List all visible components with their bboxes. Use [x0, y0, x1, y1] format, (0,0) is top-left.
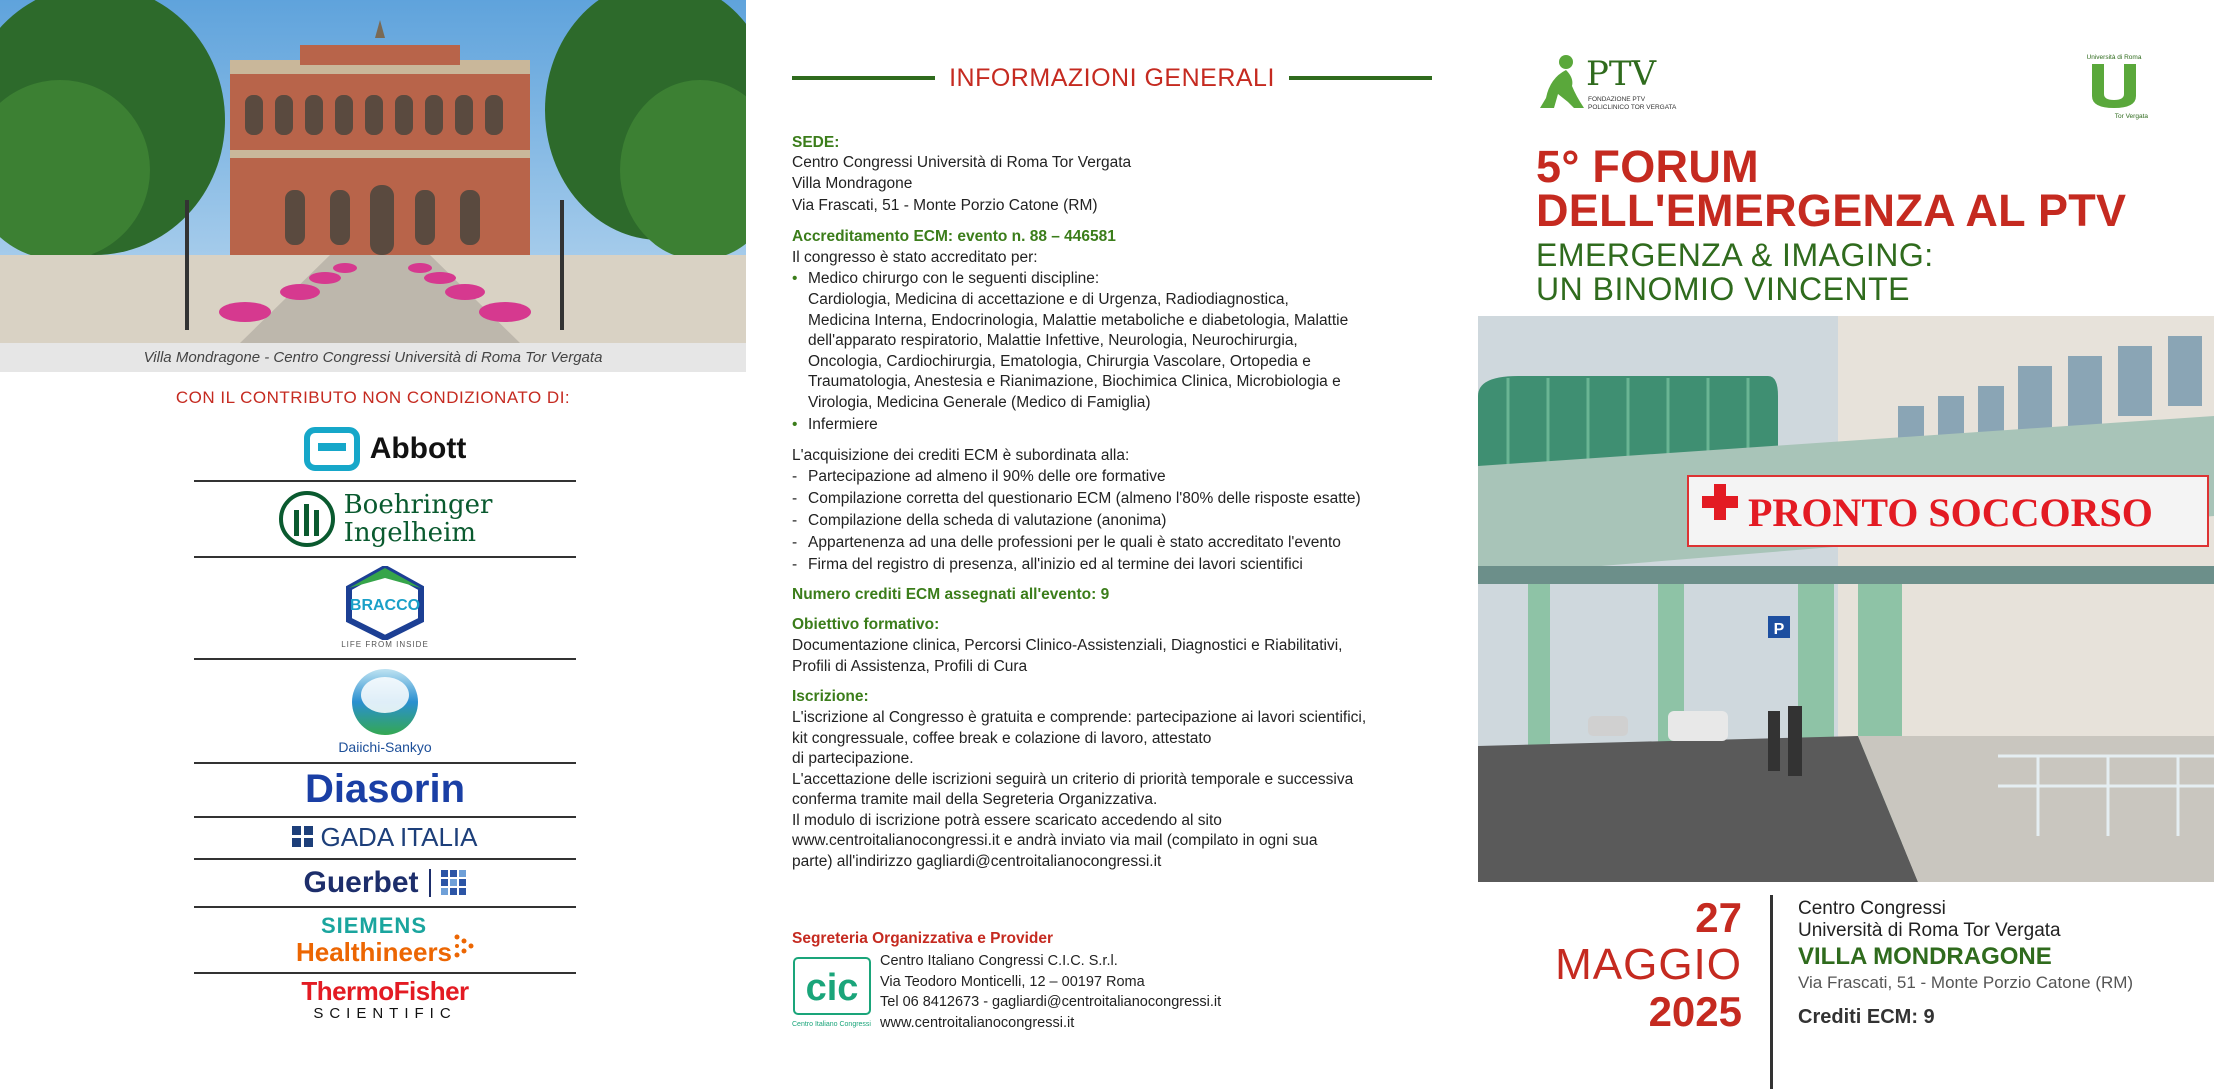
iscrizione-line: Il modulo di iscrizione potrà essere scaricato accedendo al sito [792, 811, 1222, 829]
heading-rule-left [792, 76, 935, 80]
sponsor-boehringer [194, 486, 576, 552]
condition-item: - Partecipazione ad almeno il 90% delle ore formative [792, 468, 1166, 485]
iscrizione-line: conferma tramite mail della Segreteria Organizzativa. [792, 791, 1158, 808]
condition-item: - Appartenenza ad una delle professioni per le quali è stato accreditato l'evento [792, 534, 1341, 551]
condition-text: Appartenenza ad una delle professioni per le quali è stato accreditato l'evento [808, 534, 1341, 551]
university-shield-icon [2086, 62, 2142, 110]
sponsor-divider [194, 816, 576, 818]
condition-item: - Compilazione della scheda di valutazione (anonima) [792, 512, 1167, 529]
acq-intro: L'acquisizione dei crediti ECM è subordinata alla: [792, 447, 1130, 464]
condition-text: Partecipazione ad almeno il 90% delle ore formative [808, 468, 1166, 485]
sponsor-divider [194, 556, 576, 558]
venue-line-1: Centro Congressi [1798, 898, 1946, 919]
bullet-infermiere [792, 415, 878, 436]
sede-line: Via Frascati, 51 - Monte Porzio Catone (RM) [792, 197, 1098, 214]
segreteria-line: Via Teodoro Monticelli, 12 – 00197 Roma [880, 973, 1145, 990]
sede-line: Centro Congressi Università di Roma Tor Vergata [792, 154, 1132, 171]
sede-line: Villa Mondragone [792, 174, 913, 192]
abbott-name: Abbott [369, 432, 467, 465]
segreteria-label: Segreteria Organizzativa e Provider [792, 930, 1054, 947]
bracco-logo-icon [345, 566, 425, 640]
bullet-infermiere-text: Infermiere [808, 416, 878, 433]
iscrizione-line: kit congressuale, coffee break e colazione di lavoro, attestato [792, 729, 1212, 747]
sede-block [792, 153, 1442, 217]
forum-subtitle-line-2: UN BINOMIO VINCENTE [1536, 271, 1910, 307]
discipline-line: Oncologia, Cardiochirurgia, Ematologia, Chirurgia Vascolare, Ortopedia e [808, 352, 1311, 370]
pronto-soccorso-photo [1478, 316, 2214, 882]
sede-label: SEDE: [792, 134, 840, 151]
sponsor-divider [194, 762, 576, 764]
sponsor-divider [194, 480, 576, 482]
iscrizione-block [792, 708, 1442, 872]
date-day: 27 [1695, 894, 1742, 941]
bullet-medico [792, 269, 1099, 290]
boehringer-name-2: Ingelheim [343, 518, 477, 548]
condition-text: Compilazione della scheda di valutazione (anonima) [808, 512, 1167, 529]
ecm-intro: Il congresso è stato accreditato per: [792, 249, 1038, 266]
guerbet-separator [429, 869, 431, 897]
bullet-medico-text: Medico chirurgo con le seguenti discipline: [808, 270, 1100, 287]
sponsor-heading: CON IL CONTRIBUTO NON CONDIZIONATO DI: [175, 388, 571, 407]
svg-text:cic: cic [805, 967, 859, 1009]
venue-block [1798, 898, 2218, 1029]
villa-illustration [0, 0, 746, 343]
segreteria-line: Centro Italiano Congressi C.I.C. S.r.l. [880, 953, 1118, 969]
forum-subtitle [1536, 238, 1934, 306]
discipline-line: dell'apparato respiratorio, Malattie Infettive, Neurologia, Neurochirurgia, [808, 332, 1298, 349]
ptv-figure-icon [1536, 52, 1588, 114]
sponsor-daiichi-sankyo [194, 666, 576, 756]
forum-title-line-2: DELL'EMERGENZA AL PTV [1536, 185, 2127, 236]
university-bottom-text: Tor Vergata [2114, 113, 2148, 120]
cic-logo-icon [792, 956, 872, 1016]
gada-name: GADA ITALIA [320, 821, 478, 852]
ptv-logo-text: PTV [1586, 54, 1657, 94]
ecm-label: Accreditamento ECM: evento n. 88 – 446581 [792, 228, 1116, 245]
right-panel [1478, 0, 2222, 1089]
sponsor-divider [194, 906, 576, 908]
abbott-logo-icon [304, 427, 360, 471]
ecm-credits: Crediti ECM: 9 [1798, 1006, 1935, 1028]
cic-logo [792, 956, 876, 1026]
university-logo [2078, 54, 2150, 120]
iscrizione-line: L'accettazione delle iscrizioni seguirà un criterio di priorità temporale e successiva [792, 770, 1354, 788]
credits-label: Numero crediti ECM assegnati all'evento: 9 [792, 586, 1110, 603]
discipline-line: Cardiologia, Medicina di accettazione e di Urgenza, Radiodiagnostica, [808, 291, 1289, 308]
ptv-sub-2: POLICLINICO TOR VERGATA [1588, 104, 1677, 111]
daiichi-logo-icon [350, 667, 420, 737]
segreteria-line: www.centroitalianocongressi.it [880, 1014, 1075, 1031]
heading-rule-right [1289, 76, 1432, 80]
condition-text: Compilazione corretta del questionario ECM (almeno l'80% delle risposte esatte) [808, 490, 1361, 507]
condition-item: - Compilazione corretta del questionario ECM (almeno l'80% delle risposte esatte) [792, 490, 1361, 507]
healthineers-dots-icon [454, 932, 474, 962]
sponsor-bracco [194, 562, 576, 652]
date-month: MAGGIO [1555, 940, 1742, 989]
healthineers-name: Healthineers [295, 937, 453, 967]
obiettivo-line: Profili di Assistenza, Profili di Cura [792, 657, 1028, 675]
sponsor-divider [194, 858, 576, 860]
sponsor-diasorin [194, 766, 576, 812]
sponsor-guerbet [194, 862, 576, 904]
condition-item: - Firma del registro di presenza, all'inizio ed al termine dei lavori scientifici [792, 556, 1303, 573]
bracco-tagline: LIFE FROM INSIDE [341, 639, 429, 649]
forum-title-line-1: 5° FORUM [1536, 141, 1759, 192]
info-heading [792, 60, 1432, 96]
guerbet-logo-icon [441, 870, 467, 896]
thermofisher-scientific: SCIENTIFIC [313, 1005, 457, 1022]
ptv-logo [1536, 52, 1696, 116]
venue-address: Via Frascati, 51 - Monte Porzio Catone (RM) [1798, 973, 2134, 992]
gada-logo-icon [292, 826, 314, 848]
obiettivo-block [792, 636, 1442, 677]
venue-name: VILLA MONDRAGONE [1798, 943, 2052, 970]
iscrizione-line: L'iscrizione al Congresso è gratuita e comprende: partecipazione ai lavori scientifici, [792, 709, 1367, 726]
forum-title [1536, 141, 2127, 236]
guerbet-name: Guerbet [303, 866, 419, 899]
date-year: 2025 [1648, 988, 1742, 1035]
segreteria-block [880, 951, 1530, 1033]
discipline-line: Traumatologia, Anestesia e Rianimazione, Biochimica Clinica, Microbiologia e [808, 373, 1341, 390]
iscrizione-line: parte) all'indirizzo gagliardi@centroitalianocongressi.it [792, 852, 1162, 870]
disciplines-block [808, 290, 1458, 413]
iscrizione-line: di partecipazione. [792, 750, 914, 767]
date-divider [1770, 895, 1773, 1089]
discipline-line: Medicina Interna, Endocrinologia, Malattie metaboliche e diabetologia, Malattie [808, 311, 1349, 329]
discipline-line: Virologia, Medicina Generale (Medico di Famiglia) [808, 393, 1151, 411]
condition-text: Firma del registro di presenza, all'inizio ed al termine dei lavori scientifici [808, 556, 1303, 573]
diasorin-name: Diasorin [304, 766, 466, 811]
daiichi-name: Daiichi-Sankyo [338, 739, 432, 755]
left-panel [0, 0, 746, 1089]
photo-caption: Villa Mondragone - Centro Congressi Università di Roma Tor Vergata [0, 343, 746, 372]
bracco-name: BRACCO [349, 596, 421, 614]
event-date [1478, 895, 1742, 1035]
thermofisher-name: ThermoFisher [301, 976, 469, 1006]
info-heading-text: INFORMAZIONI GENERALI [949, 63, 1275, 92]
boehringer-logo-icon [278, 490, 336, 548]
er-illustration [1478, 316, 2214, 882]
obiettivo-line: Documentazione clinica, Percorsi Clinico-Assistenziali, Diagnostici e Riabilitativi, [792, 637, 1343, 654]
ptv-sub-1: FONDAZIONE PTV [1588, 96, 1646, 103]
siemens-name: SIEMENS [320, 913, 427, 938]
sponsor-divider [194, 658, 576, 660]
forum-subtitle-line-1: EMERGENZA & IMAGING: [1536, 237, 1934, 273]
sponsor-divider [194, 972, 576, 974]
sign-text: PRONTO SOCCORSO [1748, 490, 2153, 535]
svg-text:P: P [1773, 621, 1785, 638]
sponsor-siemens-healthineers [194, 910, 576, 970]
cic-logo-caption: Centro Italiano Congressi [792, 1021, 871, 1028]
sponsor-thermofisher [194, 976, 576, 1024]
bullet-dot-icon: • [792, 270, 798, 287]
university-top-text: Università di Roma [2086, 54, 2142, 61]
obiettivo-label: Obiettivo formativo: [792, 616, 940, 633]
villa-mondragone-photo [0, 0, 746, 343]
segreteria-line: Tel 06 8412673 - gagliardi@centroitalianocongressi.it [880, 994, 1222, 1010]
sponsor-gada [194, 820, 576, 854]
sponsor-abbott [194, 424, 576, 474]
boehringer-name-1: Boehringer [343, 490, 493, 520]
iscrizione-line: www.centroitalianocongressi.it e andrà inviato via mail (compilato in ogni sua [792, 832, 1318, 849]
middle-panel [792, 0, 1432, 1089]
bullet-dot-icon: • [792, 416, 798, 433]
iscrizione-label: Iscrizione: [792, 688, 869, 705]
venue-line-2: Università di Roma Tor Vergata [1798, 920, 2061, 941]
